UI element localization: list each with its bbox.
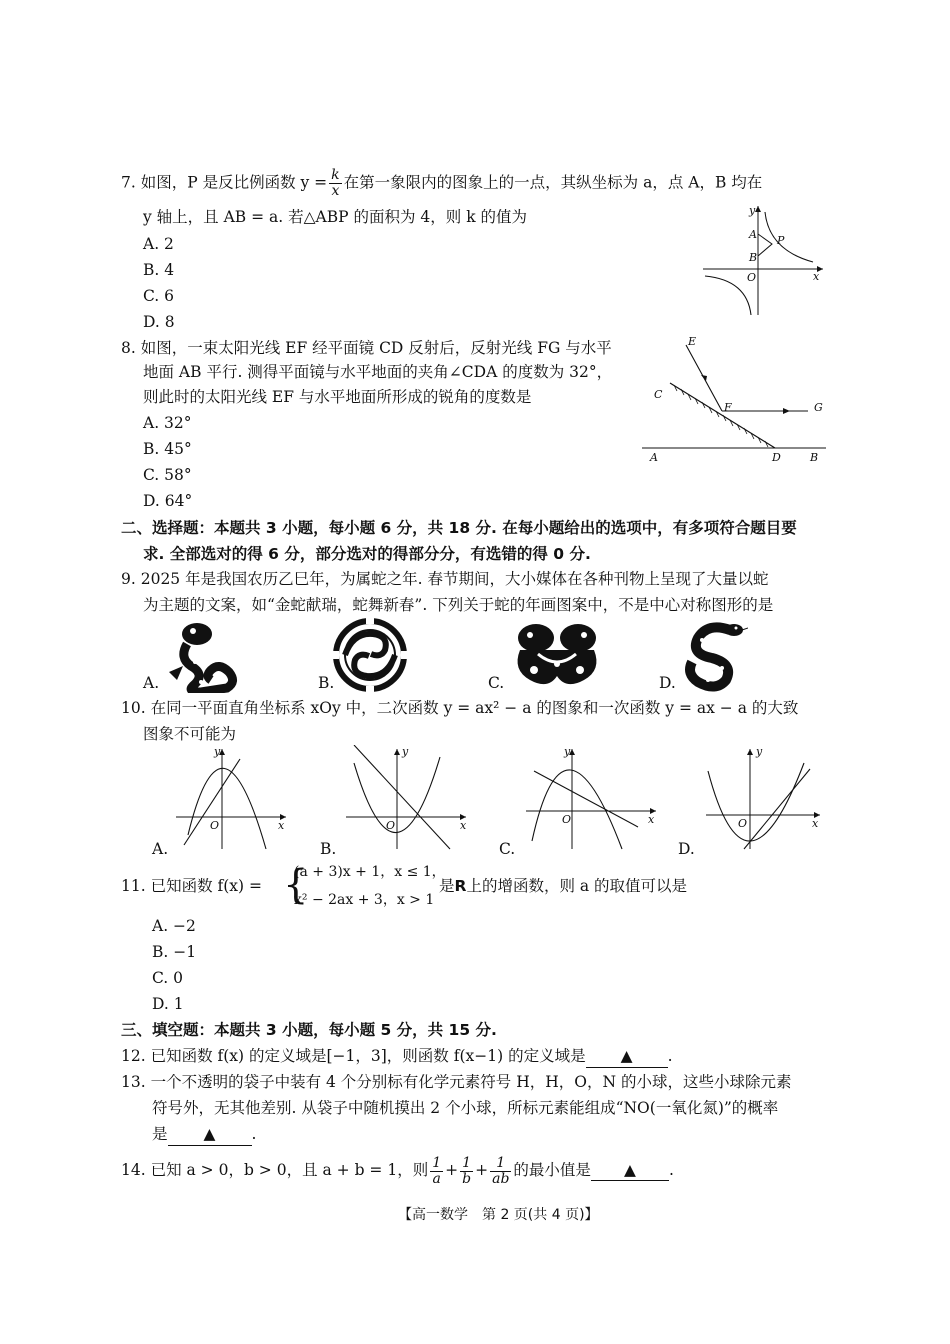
q8-fig-d: D [772, 451, 781, 464]
snake-image-c [508, 620, 606, 692]
q13-line2: 符号外，无其他差别. 从袋子中随机摸出 2 个小球，所标元素能组成“NO(一氧化氮)”的概率 [152, 1099, 779, 1117]
q8-fig-b: B [810, 451, 819, 464]
q13-line3: 是 ▲ . [152, 1123, 256, 1146]
q8-line2: 地面 AB 平行. 测得平面镜与水平地面的夹角∠CDA 的度数为 32°， [143, 363, 613, 381]
q10-b-o: O [386, 819, 396, 832]
q9-line2: 为主题的文案，如“金蛇献瑞，蛇舞新春”. 下列关于蛇的年画图案中，不是中心对称图形的是 [143, 596, 774, 614]
q10-a-y: y [214, 745, 221, 758]
q10-option-c: C. [499, 840, 516, 858]
q7-line1: 7. 如图，P 是反比例函数 y = $\frac{k}{x}$ 在第一象限内的图象上的一点，其纵坐标为 a，点 A，B 均在 [121, 167, 763, 199]
q7-option-a: A. 2 [143, 235, 174, 253]
q8-option-d: D. 64° [143, 492, 193, 510]
q9-option-d: D. [659, 674, 676, 692]
q10-c-o: O [562, 813, 572, 826]
q7-option-d: D. 8 [143, 313, 175, 331]
q10-graph-c [520, 745, 660, 850]
snake-image-d [678, 618, 748, 692]
q9-line1: 9. 2025 年是我国农历乙巳年，为属蛇之年. 春节期间，大小媒体在各种刊物上呈现了大量以蛇 [121, 570, 769, 588]
q8-option-b: B. 45° [143, 440, 192, 458]
q7-line2: y 轴上，且 AB = a. 若△ABP 的面积为 4，则 k 的值为 [143, 208, 528, 226]
q7-fig-y: y [749, 204, 756, 217]
section2-heading-line2: 求. 全部选对的得 6 分，部分选对的得部分分，有选错的得 0 分. [143, 545, 591, 563]
q7-option-b: B. 4 [143, 261, 175, 279]
q7-fraction: $\frac{k}{x}$ [331, 167, 340, 199]
q11-option-b: B. −1 [152, 943, 197, 961]
q8-line1: 8. 如图，一束太阳光线 EF 经平面镜 CD 反射后，反射光线 FG 与水平 [121, 339, 612, 357]
q11-prefix: 11. 已知函数 f(x) = [121, 877, 262, 895]
q11-brace: { [283, 862, 309, 908]
q10-graph-b [340, 745, 470, 850]
q10-option-d: D. [678, 840, 695, 858]
page-footer: 【高一数学 第 2 页(共 4 页)】 [398, 1207, 599, 1223]
q12-line: 12. 已知函数 f(x) 的定义域是[−1，3]，则函数 f(x−1) 的定义域是 ▲ . [121, 1045, 673, 1068]
q7-fig-b: B [749, 251, 758, 264]
q7-option-c: C. 6 [143, 287, 175, 305]
q8-option-a: A. 32° [143, 414, 192, 432]
q11-option-d: D. 1 [152, 995, 184, 1013]
q8-figure [640, 333, 830, 468]
q10-graph-a [170, 745, 295, 850]
q11-option-c: C. 0 [152, 969, 184, 987]
q9-option-b: B. [318, 674, 335, 692]
q10-a-o: O [210, 819, 220, 832]
q10-graph-d [700, 745, 825, 850]
q8-option-c: C. 58° [143, 466, 192, 484]
q11-case1: (a + 3)x + 1，x ≤ 1， [294, 864, 446, 880]
q11-suffix: 是R上的增函数，则 a 的取值可以是 [439, 877, 688, 895]
q8-fig-g: G [814, 401, 823, 414]
q10-d-y: y [756, 745, 763, 758]
q8-line3: 则此时的太阳光线 EF 与水平地面所形成的锐角的度数是 [143, 388, 532, 406]
q11-option-a: A. −2 [152, 917, 196, 935]
section2-heading-line1: 二、选择题：本题共 3 小题，每小题 6 分，共 18 分. 在每小题给出的选项中，有多项符合题目要 [121, 519, 797, 537]
q13-line1: 13. 一个不透明的袋子中装有 4 个分别标有化学元素符号 H，H，O，N 的小球，这些小球除元素 [121, 1073, 792, 1091]
q7-fig-x: x [813, 270, 820, 283]
q14-line: 14. 已知 a > 0，b > 0，且 a + b = 1，则 $\frac{1}{a}$ + $\frac{1}{b}$ + $\frac{1}{ab}$ 的最小值是 ▲ . [121, 1154, 674, 1187]
section3-heading: 三、填空题：本题共 3 小题，每小题 5 分，共 15 分. [121, 1021, 497, 1039]
snake-image-b [333, 618, 407, 692]
q12-answer-blank[interactable]: ▲ [586, 1045, 668, 1068]
q8-fig-c: C [654, 388, 663, 401]
q14-answer-blank[interactable]: ▲ [591, 1160, 669, 1181]
q13-answer-blank[interactable]: ▲ [168, 1123, 252, 1146]
q7-fig-p: P [777, 234, 785, 247]
q8-fig-f: F [724, 401, 732, 414]
q10-option-b: B. [320, 840, 337, 858]
q10-a-x: x [278, 819, 285, 832]
q7-figure [695, 200, 830, 318]
q9-option-a: A. [143, 674, 160, 692]
q9-option-c: C. [488, 674, 505, 692]
q10-line1: 10. 在同一平面直角坐标系 xOy 中，二次函数 y = ax² − a 的图象和一次函数 y = ax − a 的大致 [121, 699, 799, 717]
q10-line2: 图象不可能为 [143, 725, 237, 743]
q10-c-y: y [564, 745, 571, 758]
q10-option-a: A. [152, 840, 169, 858]
q7-fig-a: A [749, 228, 757, 241]
q11-case2: x² − 2ax + 3，x > 1 [294, 892, 435, 908]
q10-b-y: y [402, 745, 409, 758]
q7-fig-o: O [747, 271, 757, 284]
q10-d-o: O [738, 817, 748, 830]
snake-image-a [165, 618, 240, 693]
q8-fig-e: E [688, 335, 697, 348]
q10-d-x: x [812, 817, 819, 830]
q8-fig-a: A [650, 451, 658, 464]
q10-c-x: x [648, 813, 655, 826]
q10-b-x: x [460, 819, 467, 832]
